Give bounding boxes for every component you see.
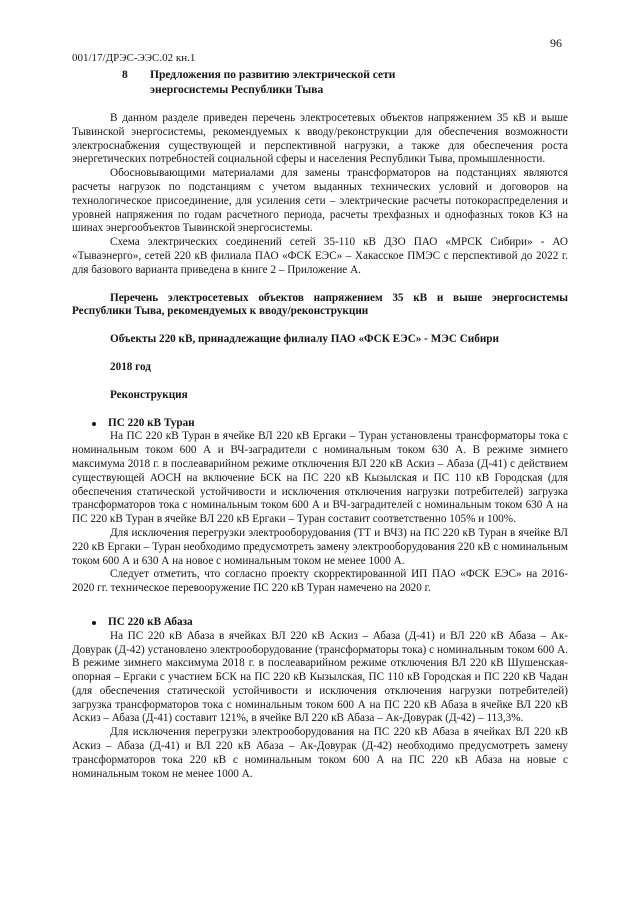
list-heading: Перечень электросетевых объектов напряжением 35 кВ и выше энергосистемы Республики Тыва, рекомендуемых к вводу/реконструкции <box>72 291 568 318</box>
document-id: 001/17/ДРЭС-ЭЭС.02 кн.1 <box>72 52 196 64</box>
section-title-line1: Предложения по развитию электрической сети <box>150 69 396 81</box>
intro-paragraph-2: Обосновывающими материалами для замены трансформаторов на подстанциях являются расчеты нагрузок по подстанциям с учетом выданных технических условий и договоров на технологическое присоединение, для усиления сети – электрические расчеты потокораспределения и уровней напряжения по годам расчетного периода, расчеты трехфазных и однофазных токов КЗ на шинах энергообъектов Тывинской энергосистемы. <box>72 167 568 235</box>
item-abaza-paragraph-1: На ПС 220 кВ Абаза в ячейках ВЛ 220 кВ Аскиз – Абаза (Д-41) и ВЛ 220 кВ Абаза – Ак-Довурак (Д-42) установлено электрооборудование (трансформаторы тока) с номинальным током 600 А. В режиме зимнего максимума 2018 г. в послеаварийном режиме отключения ВЛ 220 кВ Шушенская-опорная – Ергаки с участием БСК на ПС 220 кВ Кызылская, ПС 110 кВ Городская и ПС 220 кВ Чадан (для обеспечения статической устойчивости и исключения отключения нагрузки потребителей) загрузка трансформаторов тока с номинальным током 600 А на ПС 220 кВ Абаза в ячейке ВЛ 220 кВ Аскиз – Абаза (Д-41) составит 121%, в ячейке ВЛ 220 кВ Абаза – Ак-Довурак (Д-42) – 113,3%. <box>72 629 568 725</box>
intro-paragraph-3: Схема электрических соединений сетей 35-110 кВ ДЗО ПАО «МРСК Сибири» - АО «Тываэнерго», сетей 220 кВ филиала ПАО «ФСК ЕЭС» – Хакасское ПМЭС с перспективой до 2022 г. для базового варианта приведена в книге 2 – Приложение А. <box>72 236 568 276</box>
intro-paragraph-1: В данном разделе приведен перечень электросетевых объектов напряжением 35 кВ и выше Тывинской энергосистемы, рекомендуемых к вводу/реконструкции для обеспечения возможности электроснабжения существующей и перспективной нагрузки, а также для обеспечения роста энергетических потребностей социальной сферы и населения Республики Тыва, промышленности. <box>72 112 568 166</box>
bullet-icon <box>92 621 96 625</box>
item-abaza-heading <box>72 616 568 630</box>
item-turan-paragraph-1: На ПС 220 кВ Туран в ячейке ВЛ 220 кВ Ергаки – Туран установлены трансформаторы тока с номинальным током 600 А и ВЧ-заградители с номинальным током 630 А. В режиме зимнего максимума 2018 г. в послеаварийном режиме отключения ВЛ 220 кВ Аскиз – Абаза (Д-41) с действием существующей АОСН на включение БСК на ПС 220 кВ Кызылская и ПС 110 кВ Городская (для обеспечения статической устойчивости и исключения отключения нагрузки потребителей) загрузка трансформаторов тока с номинальным током 600 А и ВЧ-заградителей с номинальным током 630 А на ПС 220 кВ Туран в ячейке ВЛ 220 кВ Ергаки – Туран составит соответственно 105% и 100%. <box>72 430 568 526</box>
section-title-line2: энергосистемы Республики Тыва <box>150 84 324 96</box>
item-name: ПС 220 кВ Абаза <box>108 615 193 628</box>
item-turan-paragraph-3: Следует отметить, что согласно проекту скорректированной ИП ПАО «ФСК ЕЭС» на 2016-2020 гг. техническое перевооружение ПС 220 кВ Туран намечено на 2020 г. <box>72 568 568 595</box>
bullet-icon <box>92 422 96 426</box>
subheading-reconstruction: Реконструкция <box>110 388 188 401</box>
item-turan-heading <box>72 417 568 431</box>
page-number: 96 <box>550 36 562 50</box>
year-heading: 2018 год <box>110 360 151 373</box>
item-abaza-paragraph-2: Для исключения перегрузки электрооборудования на ПС 220 кВ Абаза в ячейках ВЛ 220 кВ Аскиз – Абаза (Д-41) и ВЛ 220 кВ Абаза – Ак-Довурак (Д-42) необходимо предусмотреть замену трансформаторов тока 220 кВ с номинальным током 600 А на ПС 220 кВ Абаза на новые с номинальным током не менее 1000 А. <box>72 726 568 780</box>
item-name: ПС 220 кВ Туран <box>108 416 195 429</box>
item-turan-paragraph-2: Для исключения перегрузки электрооборудования (ТТ и ВЧЗ) на ПС 220 кВ Туран в ячейке ВЛ 220 кВ Ергаки – Туран необходимо предусмотреть замену электрооборудования 220 кВ с номинальным током 600 А и 630 А на новое с номинальным током не менее 1000 А. <box>72 526 568 567</box>
document-body <box>72 112 568 781</box>
section-number: 8 <box>122 69 128 81</box>
objects-heading: Объекты 220 кВ, принадлежащие филиалу ПАО «ФСК ЕЭС» - МЭС Сибири <box>110 333 499 346</box>
